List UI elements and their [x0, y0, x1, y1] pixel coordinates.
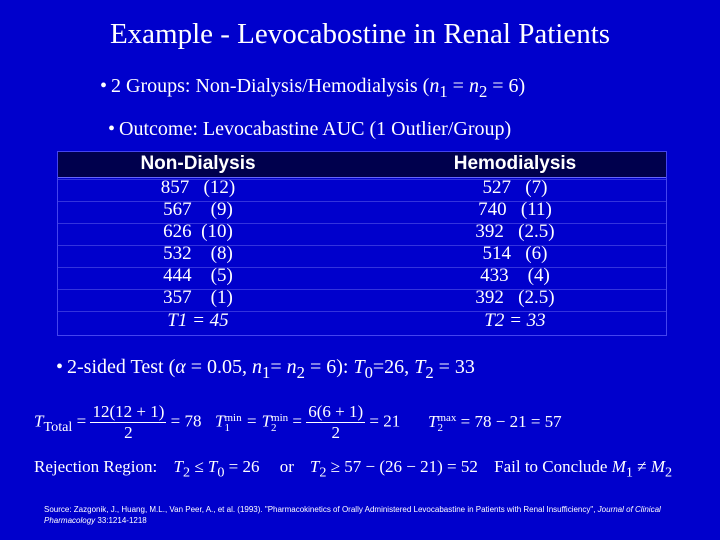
bullet-dot: •	[56, 356, 64, 378]
result: = 21	[365, 411, 401, 431]
t-sub: 0	[217, 464, 225, 481]
sub: 1	[224, 421, 230, 434]
n2-symbol: n	[286, 356, 297, 378]
test-text: = 6):	[304, 356, 354, 378]
table-cell: 392 (2.5)	[475, 221, 555, 242]
t-sub: 2	[319, 464, 327, 481]
rank-table	[57, 151, 667, 336]
n2-symbol: n	[468, 75, 479, 97]
le-text: ≤ T	[190, 457, 218, 476]
t2-symbol: T	[414, 356, 426, 378]
n2-sub: 2	[478, 82, 488, 101]
eq-symbol: =	[72, 411, 91, 431]
table-cell: 740 (11)	[478, 199, 552, 220]
t-sub: 2	[182, 464, 191, 481]
bullet-outcome	[108, 118, 511, 141]
sub: 2	[437, 422, 443, 435]
result: = 78 − 21 = 57	[456, 412, 562, 431]
rank-sum-t2: T2 = 33	[484, 310, 546, 331]
rank-sum-t1: T1 = 45	[167, 310, 229, 331]
eq-symbol: =	[447, 75, 469, 97]
equation-tmax	[428, 412, 562, 433]
sup-sub	[437, 413, 456, 433]
groups-text: 2 Groups: Non-Dialysis/Hemodialysis (	[111, 75, 430, 97]
bullet-dot: •	[100, 75, 108, 97]
result: = 26	[224, 457, 260, 476]
t2-sub: 2	[425, 363, 434, 382]
journal-name: Journal of Clinical Pharmacology	[44, 505, 661, 525]
test-text: =26,	[372, 356, 415, 378]
alpha-symbol: α	[175, 356, 186, 378]
t-symbol: = T	[241, 411, 272, 431]
table-cell: 567 (9)	[163, 199, 233, 220]
m-symbol: M	[650, 457, 665, 476]
fraction	[90, 402, 166, 443]
or-text: or	[279, 457, 294, 476]
sup: min	[271, 411, 289, 424]
table-cell: 626 (10)	[163, 221, 233, 242]
conclusion-text: Fail to Conclude	[494, 457, 612, 476]
sup: max	[437, 412, 457, 425]
table-cell: 357 (1)	[163, 287, 233, 308]
table-cell: 433 (4)	[480, 265, 550, 286]
n1-symbol: n	[429, 75, 440, 97]
test-text: = 0.05,	[185, 356, 253, 378]
m-sub: 1	[625, 464, 633, 481]
sup: min	[224, 411, 242, 424]
sup-sub	[224, 413, 241, 433]
source-citation	[44, 504, 684, 526]
table-cell: 514 (6)	[482, 243, 548, 264]
t-sub: Total	[43, 418, 73, 435]
denominator: 2	[124, 423, 133, 442]
denominator: 2	[331, 423, 340, 442]
t0-symbol: T	[353, 356, 365, 378]
neq-symbol: ≠	[632, 457, 651, 476]
t-symbol: T	[215, 411, 225, 431]
test-text: =	[270, 356, 287, 378]
table-cell: 857 (12)	[160, 177, 236, 198]
table-header	[58, 152, 666, 178]
fraction	[306, 402, 365, 443]
source-text: Source: Zazgonik, J., Huang, M.L., Van Peer, A., et al. (1993). "Pharmacokinetics of Orally Administered Levocabastine in Patients with Renal Insufficiency",	[44, 505, 598, 514]
test-text: = 33	[433, 356, 475, 378]
equation-ttotal	[34, 402, 201, 443]
header-non-dialysis: Non-Dialysis	[140, 153, 256, 174]
groups-suffix: = 6)	[487, 75, 526, 97]
n2-sub: 2	[296, 363, 305, 382]
equation-tmin	[215, 402, 400, 443]
t-symbol: T	[428, 412, 438, 431]
sub: 2	[271, 421, 277, 434]
numerator: 12(12 + 1)	[92, 402, 165, 421]
t-symbol: T	[34, 411, 44, 431]
table-cell: 532 (8)	[163, 243, 233, 264]
t0-sub: 0	[364, 363, 373, 382]
sup-sub	[271, 413, 288, 433]
m-symbol: M	[611, 457, 626, 476]
rejection-label: Rejection Region:	[34, 457, 158, 476]
m-sub: 2	[664, 464, 673, 481]
rejection-region	[34, 457, 672, 481]
table-cell: 527 (7)	[482, 177, 548, 198]
t-symbol: T	[309, 457, 320, 476]
n1-symbol: n	[252, 356, 263, 378]
slide-title: Example - Levocabostine in Renal Patients	[109, 18, 611, 50]
bullet-dot: •	[108, 118, 116, 140]
numerator: 6(6 + 1)	[308, 402, 364, 421]
outcome-text: Outcome: Levocabastine AUC (1 Outlier/Group)	[119, 118, 512, 140]
ge-text: ≥ 57 − (26 − 21) = 52	[326, 457, 478, 476]
bullet-test	[56, 356, 475, 383]
t-symbol: T	[173, 457, 183, 476]
n1-sub: 1	[439, 82, 448, 101]
header-hemodialysis: Hemodialysis	[453, 153, 577, 174]
bullet-groups	[100, 75, 525, 102]
test-text: 2-sided Test (	[67, 356, 176, 378]
table-cell: 444 (5)	[163, 265, 233, 286]
table-cell: 392 (2.5)	[475, 287, 555, 308]
eq-symbol: =	[288, 411, 307, 431]
result: = 78	[166, 411, 202, 431]
journal-ref: 33:1214-1218	[95, 516, 147, 525]
n1-sub: 1	[262, 363, 271, 382]
